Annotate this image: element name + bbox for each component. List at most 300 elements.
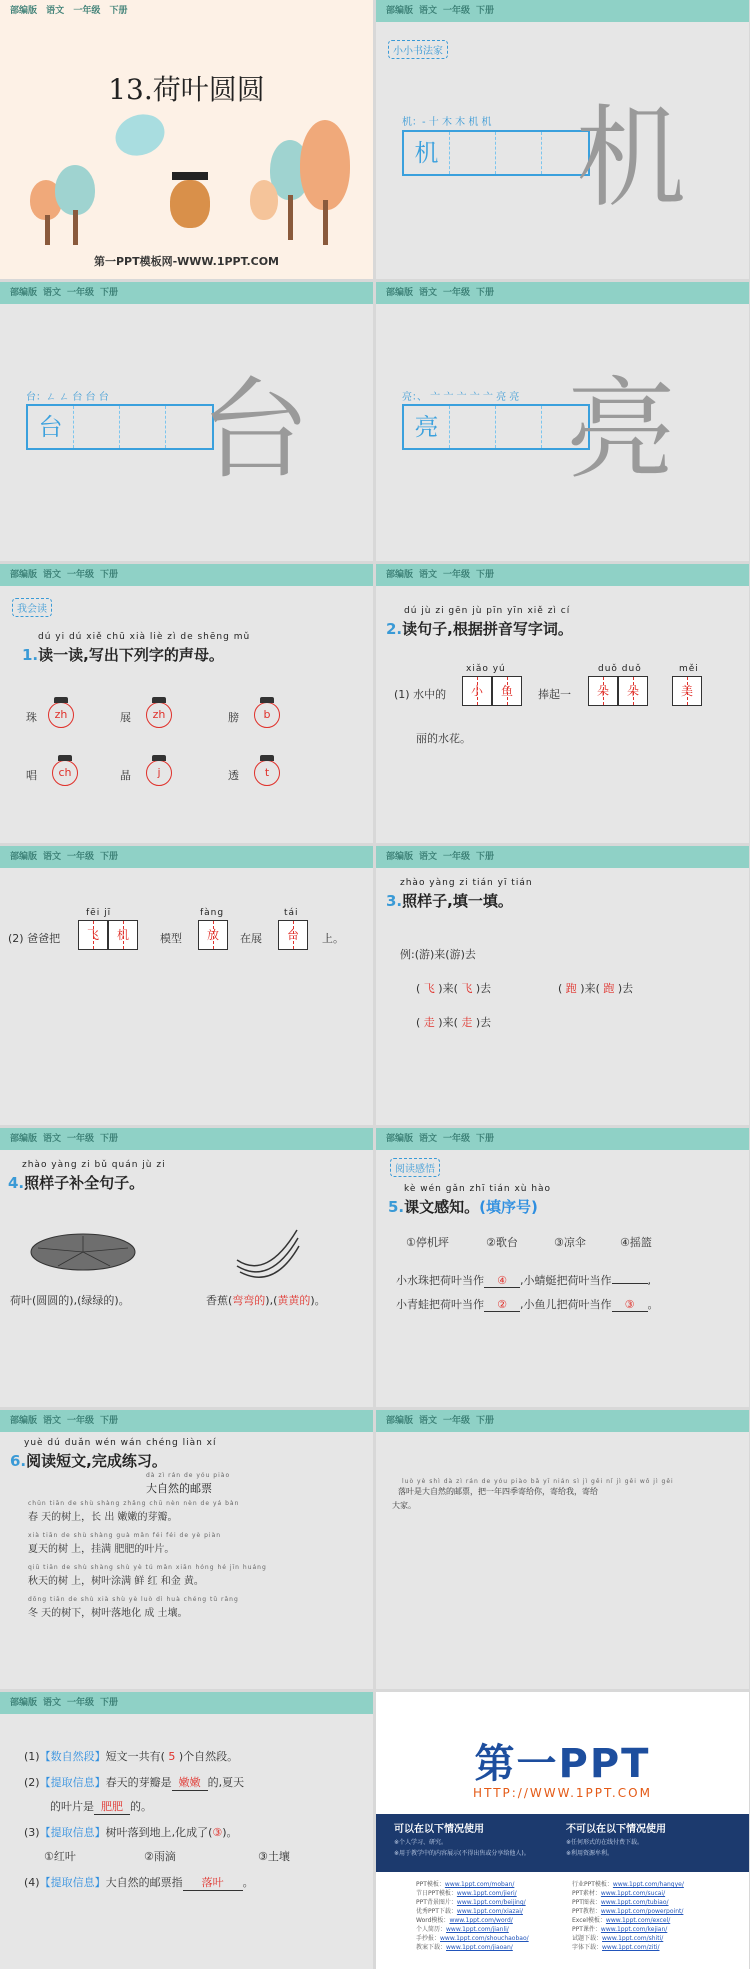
sentence-text: 模型 (160, 932, 182, 945)
passage-line: 春 天的树上，长 出 嫩嫩的芽瓣。 (28, 1512, 178, 1523)
question-title (10, 1450, 167, 1471)
link-label: 教案下载： (416, 1944, 447, 1951)
answer-char: 朵 (618, 676, 648, 706)
graduation-cap-icon (172, 172, 208, 180)
header-term: 下册 (476, 6, 495, 16)
allowed-item: ※用于教学中的内容展示(不得出售或分享给他人)。 (394, 1850, 530, 1857)
tree-trunk (45, 215, 50, 245)
link-row[interactable] (416, 1916, 529, 1925)
tianzige-grid (402, 404, 590, 450)
answer-boxes[interactable] (198, 920, 228, 950)
question-text: 的叶片是 (50, 1800, 94, 1813)
question-2[interactable] (24, 1774, 244, 1791)
header-grade: 一年级 (67, 1416, 95, 1426)
crown-icon (260, 697, 274, 703)
header-subject: 语文 (43, 570, 62, 580)
link[interactable]: www.1ppt.com/moban/ (444, 1881, 515, 1888)
forbidden-item: ※利用资源牟利。 (566, 1850, 614, 1857)
item-char: 展 (120, 711, 131, 724)
large-character: 台 (200, 366, 310, 494)
header-term: 下册 (100, 1698, 119, 1708)
header-grade: 一年级 (67, 570, 95, 580)
option-item: ③凉伞 (554, 1236, 586, 1249)
answer-boxes[interactable] (78, 920, 138, 950)
link[interactable]: www.1ppt.com/tubiao/ (600, 1899, 669, 1906)
link-label: 试题下载： (572, 1935, 603, 1942)
question-title (388, 1196, 538, 1217)
answer-boxes[interactable] (672, 676, 702, 706)
answer-value: 走 (461, 1016, 473, 1029)
header-subject: 语文 (43, 1134, 62, 1144)
header-publisher: 部编版 (10, 288, 38, 298)
tree-illustration (300, 120, 350, 210)
answer-blank: 嫩嫩 (172, 1774, 208, 1791)
links-left (416, 1880, 529, 1952)
slide-sentence-1[interactable] (376, 564, 749, 843)
header-subject: 语文 (419, 852, 438, 862)
answer-char: 台 (278, 920, 308, 950)
link[interactable]: www.1ppt.com/powerpoint/ (600, 1908, 684, 1915)
answer-blank: 落叶 (183, 1874, 243, 1891)
slide-header (0, 1128, 373, 1150)
fill-sentence[interactable] (396, 1296, 659, 1312)
slide-end[interactable] (376, 1692, 749, 1969)
passage-line: 夏天的树 上，挂满 肥肥的叶片。 (28, 1544, 175, 1555)
header-publisher: 部编版 (10, 6, 38, 16)
sentence-text: 小青蛙把荷叶当作 (396, 1298, 484, 1311)
link[interactable]: www.1ppt.com/shouchaobao/ (440, 1935, 529, 1942)
option-item: ②雨滴 (144, 1850, 176, 1863)
header-subject: 语文 (43, 852, 62, 862)
question-index: (2) (24, 1776, 40, 1789)
link-row[interactable] (416, 1934, 529, 1943)
question-text: 照样子,填一填。 (402, 892, 513, 910)
header-grade: 一年级 (443, 852, 471, 862)
passage-pinyin: luò yè shì dà zì rán de yóu piào bǎ yī nián sì jì gěi nǐ jì gěi wǒ jì gěi (402, 1478, 674, 1485)
question-tag: 【提取信息】 (39, 1776, 106, 1789)
link[interactable]: www.1ppt.com/jianli/ (446, 1926, 509, 1933)
sentence-text: )。 (310, 1294, 326, 1307)
question-text: 课文感知。 (404, 1198, 480, 1216)
header-subject: 语文 (419, 570, 438, 580)
slide-write-liang[interactable] (376, 282, 749, 561)
option-item: ③土壤 (258, 1850, 290, 1863)
link-row[interactable] (572, 1916, 684, 1925)
answer-char: 朵 (588, 676, 618, 706)
link-row[interactable] (416, 1907, 529, 1916)
answer-line[interactable]: ( 飞 )来( 飞 )去 (416, 982, 492, 995)
link-label: PPT教程： (572, 1908, 601, 1915)
slide-write-tai[interactable] (0, 282, 373, 561)
header-term: 下册 (476, 1134, 495, 1144)
link-label: PPT图表： (572, 1899, 601, 1906)
tianzige-grid (402, 130, 590, 176)
header-subject: 语文 (43, 1416, 62, 1426)
sentence-text: ),( (265, 1294, 278, 1307)
brand-logo: 第一PPT (474, 1741, 651, 1787)
header-grade: 一年级 (443, 1134, 471, 1144)
passage-title-pinyin: dà zì rán de yóu piào (146, 1472, 231, 1479)
link-row[interactable] (572, 1907, 684, 1916)
link[interactable]: www.1ppt.com/hangye/ (612, 1881, 684, 1888)
answer-boxes[interactable] (278, 920, 308, 950)
header-subject: 语文 (46, 6, 65, 16)
tianzige-cell[interactable] (450, 406, 496, 448)
forbidden-item: ※任何形式的在线付费下载。 (566, 1839, 644, 1846)
header-term: 下册 (100, 852, 119, 862)
answer-value: 弯弯的 (232, 1294, 266, 1307)
cloud-illustration (110, 108, 171, 163)
answer-value: 飞 (461, 982, 473, 995)
tree-illustration (55, 165, 95, 215)
answer-line[interactable]: ( 跑 )来( 跑 )去 (558, 982, 634, 995)
header-grade: 一年级 (443, 1416, 471, 1426)
sentence-text: 。 (647, 1298, 659, 1311)
slide-header (376, 564, 749, 586)
slide-complete-sentence[interactable] (0, 1128, 373, 1407)
answer-value: t (254, 760, 280, 786)
tianzige-cell[interactable] (450, 132, 496, 174)
header-subject: 语文 (419, 1134, 438, 1144)
answer-blank: ③ (612, 1298, 648, 1312)
link[interactable]: www.1ppt.com/xiazai/ (456, 1908, 523, 1915)
passage-line: 大家。 (392, 1501, 416, 1510)
link[interactable]: www.1ppt.com/jieri/ (456, 1890, 517, 1897)
header-publisher: 部编版 (386, 288, 414, 298)
tianzige-grid (26, 404, 214, 450)
tianzige-cell[interactable] (74, 406, 120, 448)
option-item: ①红叶 (44, 1850, 76, 1863)
question-number: 5. (388, 1198, 405, 1216)
answer-char: 飞 (78, 920, 108, 950)
lotus-leaf-image (28, 1228, 138, 1278)
slide-header (0, 846, 373, 868)
question-tag: 【提取信息】 (39, 1826, 106, 1839)
bear-mascot (170, 180, 210, 228)
link-row[interactable] (416, 1943, 529, 1952)
link[interactable]: www.1ppt.com/jiaoan/ (446, 1944, 513, 1951)
passage-line: 秋天的树 上，树叶涂满 鲜 红 和金 黄。 (28, 1576, 204, 1587)
header-publisher: 部编版 (386, 1416, 414, 1426)
question-number: 1. (22, 646, 39, 664)
brand-url[interactable]: HTTP://WWW.1PPT.COM (473, 1786, 652, 1800)
tree-trunk (323, 200, 328, 245)
question-number: 2. (386, 620, 403, 638)
question-text: )。 (222, 1826, 238, 1839)
link-row[interactable] (572, 1934, 684, 1943)
pinyin-hint: fēi jī (86, 908, 112, 918)
header-subject: 语文 (419, 6, 438, 16)
sentence-text: 在展 (240, 932, 262, 945)
link-label: PPT素材： (572, 1890, 601, 1897)
question-text: 阅读短文,完成练习。 (26, 1452, 167, 1470)
crown-icon (54, 697, 68, 703)
answer-badge[interactable] (146, 702, 172, 728)
answer-blank (612, 1283, 648, 1284)
slide-header (376, 0, 749, 22)
header-publisher: 部编版 (10, 1134, 38, 1144)
link-label: 节日PPT模板： (416, 1890, 457, 1897)
slide-reading[interactable] (0, 1410, 373, 1689)
passage-title: 大自然的邮票 (146, 1482, 212, 1495)
link[interactable]: www.1ppt.com/excel/ (605, 1917, 671, 1924)
link[interactable]: www.1ppt.com/kejian/ (600, 1926, 668, 1933)
question-tag: 【数自然段】 (39, 1750, 106, 1763)
question-text: 照样子补全句子。 (24, 1174, 145, 1192)
item-char: 唱 (26, 769, 37, 782)
slide-sentence-2[interactable] (0, 846, 373, 1125)
fill-sentence[interactable] (396, 1272, 651, 1288)
link-label: 字体下载： (572, 1944, 603, 1951)
answer-value: j (146, 760, 172, 786)
question-pinyin: dú jù zi gēn jù pīn yīn xiě zì cí (404, 606, 571, 616)
question-text: 读一读,写出下列字的声母。 (38, 646, 224, 664)
slide-header (0, 282, 373, 304)
header-subject: 语文 (419, 1416, 438, 1426)
answer-value: 5 (168, 1750, 176, 1763)
question-text: 的。 (130, 1800, 152, 1813)
sentence-text: ,小蜻蜓把荷叶当作 (520, 1274, 612, 1287)
forbidden-heading: 不可以在以下情况使用 (566, 1824, 666, 1835)
question-text: 的,夏天 (207, 1776, 245, 1789)
option-item: ①停机坪 (406, 1236, 449, 1249)
question-number: 4. (8, 1174, 25, 1192)
answer-badge[interactable] (48, 702, 74, 728)
link[interactable]: www.1ppt.com/word/ (449, 1917, 513, 1924)
option-item: ②歌台 (486, 1236, 518, 1249)
link-row[interactable] (416, 1925, 529, 1934)
link-row[interactable] (416, 1898, 529, 1907)
header-publisher: 部编版 (10, 570, 38, 580)
passage-pinyin: chūn tiān de shù shàng zhǎng chū nèn nèn de yá bàn (28, 1500, 240, 1507)
link-row[interactable] (416, 1889, 529, 1898)
item-char: 珠 (26, 711, 37, 724)
question-text: 短文一共有( (105, 1750, 165, 1763)
answer-badge[interactable] (254, 702, 280, 728)
slide-header (376, 1128, 749, 1150)
answer-value: ③ (212, 1826, 223, 1839)
tianzige-cell[interactable] (496, 132, 542, 174)
sentence-text: 香蕉( (206, 1294, 233, 1307)
header-term: 下册 (476, 570, 495, 580)
crown-icon (152, 755, 166, 761)
answer-value: 跑 (603, 982, 615, 995)
passage-line: 冬 天的树下，树叶落地化 成 土壤。 (28, 1608, 188, 1619)
item-char: 晶 (120, 769, 131, 782)
allowed-item: ※个人学习、研究。 (394, 1839, 448, 1846)
answer-char: 放 (198, 920, 228, 950)
question-text: 。 (242, 1876, 254, 1889)
section-tag: 我会读 (12, 598, 52, 617)
slide-write-ji[interactable] (376, 0, 749, 279)
header-grade: 一年级 (67, 1698, 95, 1708)
header-subject: 语文 (43, 288, 62, 298)
sentence-text: 捧起一 (538, 688, 571, 701)
link-label: 手抄报： (416, 1935, 441, 1942)
header-grade: 一年级 (443, 6, 471, 16)
tree-illustration (250, 180, 278, 220)
link[interactable]: www.1ppt.com/sucai/ (600, 1890, 666, 1897)
answer-badge[interactable] (254, 760, 280, 786)
tianzige-cell[interactable] (120, 406, 166, 448)
header-grade: 一年级 (73, 6, 101, 16)
answer-value: b (254, 702, 280, 728)
link-row[interactable] (572, 1943, 684, 1952)
question-text: 树叶落到地上,化成了( (105, 1826, 213, 1839)
tianzige-cell[interactable] (496, 406, 542, 448)
question-pinyin: zhào yàng zi tián yī tián (400, 878, 533, 888)
answer-value: 跑 (565, 982, 577, 995)
allowed-usage (394, 1820, 574, 1857)
header-term: 下册 (476, 1416, 495, 1426)
question-title (386, 890, 513, 911)
sentence-text: 丽的水花。 (416, 732, 471, 745)
answer-value: 走 (423, 1016, 435, 1029)
slide-header (0, 564, 373, 586)
slide-header (0, 1692, 373, 1714)
example-text: 例:(游)来(游)去 (400, 948, 476, 961)
sentence-text: 小水珠把荷叶当作 (396, 1274, 484, 1287)
answer-badge[interactable] (52, 760, 78, 786)
question-pinyin: dú yi dú xiě chū xià liè zì de shēng mǔ (38, 632, 251, 642)
link[interactable]: www.1ppt.com/beijing/ (456, 1899, 526, 1906)
sentence-text: (2) 爸爸把 (8, 932, 61, 945)
header-grade: 一年级 (443, 570, 471, 580)
slide-header (0, 0, 373, 22)
link-row[interactable] (416, 1880, 529, 1889)
tree-trunk (288, 195, 293, 240)
large-character: 机 (576, 94, 686, 222)
question-number: 6. (10, 1452, 27, 1470)
stroke-order: 机：- 十 木 木 机 机 (402, 117, 492, 128)
slide-header (376, 846, 749, 868)
question-index: (3) (24, 1826, 40, 1839)
link-row[interactable] (572, 1889, 684, 1898)
header-term: 下册 (100, 1416, 119, 1426)
pinyin-hint: xiǎo yú (466, 664, 506, 674)
answer-char: 鱼 (492, 676, 522, 706)
question-pinyin: yuè dú duǎn wén wán chéng liàn xí (24, 1438, 217, 1448)
link-label: PPT模板： (416, 1881, 445, 1888)
header-publisher: 部编版 (386, 852, 414, 862)
answer-boxes[interactable] (462, 676, 522, 706)
pinyin-hint: fàng (200, 908, 225, 918)
question-2-cont[interactable] (50, 1798, 152, 1815)
item-char: 透 (228, 769, 239, 782)
link-label: 个人简历： (416, 1926, 447, 1933)
header-term: 下册 (476, 852, 495, 862)
slide-reading-questions[interactable] (0, 1692, 373, 1969)
answer-char: 机 (108, 920, 138, 950)
link[interactable]: www.1ppt.com/ziti/ (602, 1944, 660, 1951)
question-title (22, 644, 224, 665)
answer-value: zh (146, 702, 172, 728)
question-text: )个自然段。 (178, 1750, 239, 1763)
slide-reading-cont[interactable] (376, 1410, 749, 1689)
passage-pinyin: dōng tiān de shù xià shù yè luò dì huà chéng tǔ rǎng (28, 1596, 239, 1603)
banana-image (232, 1220, 302, 1280)
usage-band (376, 1814, 749, 1872)
sentence-text: ,小鱼儿把荷叶当作 (520, 1298, 612, 1311)
link-label: PPT背景图片： (416, 1899, 457, 1906)
question-index: (1) (24, 1750, 40, 1763)
crown-icon (58, 755, 72, 761)
link-row[interactable] (572, 1880, 684, 1889)
answer-badge[interactable] (146, 760, 172, 786)
header-publisher: 部编版 (386, 570, 414, 580)
section-tag: 阅读感悟 (390, 1158, 440, 1177)
tianzige-cell: 台 (28, 406, 74, 448)
header-publisher: 部编版 (10, 852, 38, 862)
example-sentence: 荷叶(圆圆的),(绿绿的)。 (10, 1294, 130, 1307)
slide-header (376, 1410, 749, 1432)
tianzige-cell: 机 (404, 132, 450, 174)
link-label: 优秀PPT下载： (416, 1908, 457, 1915)
slide-fill-pattern[interactable] (376, 846, 749, 1125)
answer-blank: ④ (484, 1274, 520, 1288)
sentence-text: , (647, 1274, 651, 1287)
header-grade: 一年级 (443, 288, 471, 298)
question-number: 3. (386, 892, 403, 910)
question-tag: 【提取信息】 (39, 1876, 106, 1889)
question-title (8, 1172, 144, 1193)
answer-value: 飞 (423, 982, 435, 995)
slide-title[interactable] (0, 0, 373, 279)
answer-value: 黄黄的 (277, 1294, 311, 1307)
answer-line[interactable]: ( 走 )来( 走 )去 (416, 1016, 492, 1029)
question-text: 春天的芽瓣是 (105, 1776, 172, 1789)
crown-icon (152, 697, 166, 703)
link-label: PPT课件： (572, 1926, 601, 1933)
header-term: 下册 (109, 6, 128, 16)
slide-text-awareness[interactable] (376, 1128, 749, 1407)
answer-blank: ② (484, 1298, 520, 1312)
header-publisher: 部编版 (10, 1416, 38, 1426)
question-1[interactable] (24, 1748, 238, 1764)
sentence-text: (1) 水中的 (394, 688, 447, 701)
slide-header (376, 282, 749, 304)
stroke-order: 亮：、 亠 亠 亠 亠 亠 亮 亮 (402, 392, 520, 403)
answer-char: 美 (672, 676, 702, 706)
header-grade: 一年级 (67, 1134, 95, 1144)
answer-sentence[interactable] (206, 1292, 326, 1308)
pinyin-hint: tái (284, 908, 299, 918)
slide-initials[interactable] (0, 564, 373, 843)
question-index: (4) (24, 1876, 40, 1889)
stroke-order: 台：ㄥ ㄥ 台 台 台 (26, 392, 109, 403)
link-row[interactable] (572, 1925, 684, 1934)
question-3[interactable] (24, 1824, 238, 1840)
question-4[interactable] (24, 1874, 254, 1891)
passage-pinyin: qiū tiān de shù shàng shù yè tú mǎn xiān hóng hé jīn huáng (28, 1564, 267, 1571)
sentence-text: 上。 (322, 932, 344, 945)
item-char: 膀 (228, 711, 239, 724)
header-grade: 一年级 (67, 852, 95, 862)
forbidden-usage (566, 1820, 746, 1857)
link[interactable]: www.1ppt.com/shiti/ (602, 1935, 664, 1942)
tree-trunk (73, 210, 78, 245)
large-character: 亮 (566, 366, 676, 494)
tianzige-cell: 亮 (404, 406, 450, 448)
header-subject: 语文 (43, 1698, 62, 1708)
header-term: 下册 (100, 1134, 119, 1144)
link-row[interactable] (572, 1898, 684, 1907)
allowed-heading: 可以在以下情况使用 (394, 1824, 484, 1835)
header-publisher: 部编版 (386, 1134, 414, 1144)
section-tag: 小小书法家 (388, 40, 448, 59)
answer-boxes[interactable] (588, 676, 648, 706)
answer-char: 小 (462, 676, 492, 706)
